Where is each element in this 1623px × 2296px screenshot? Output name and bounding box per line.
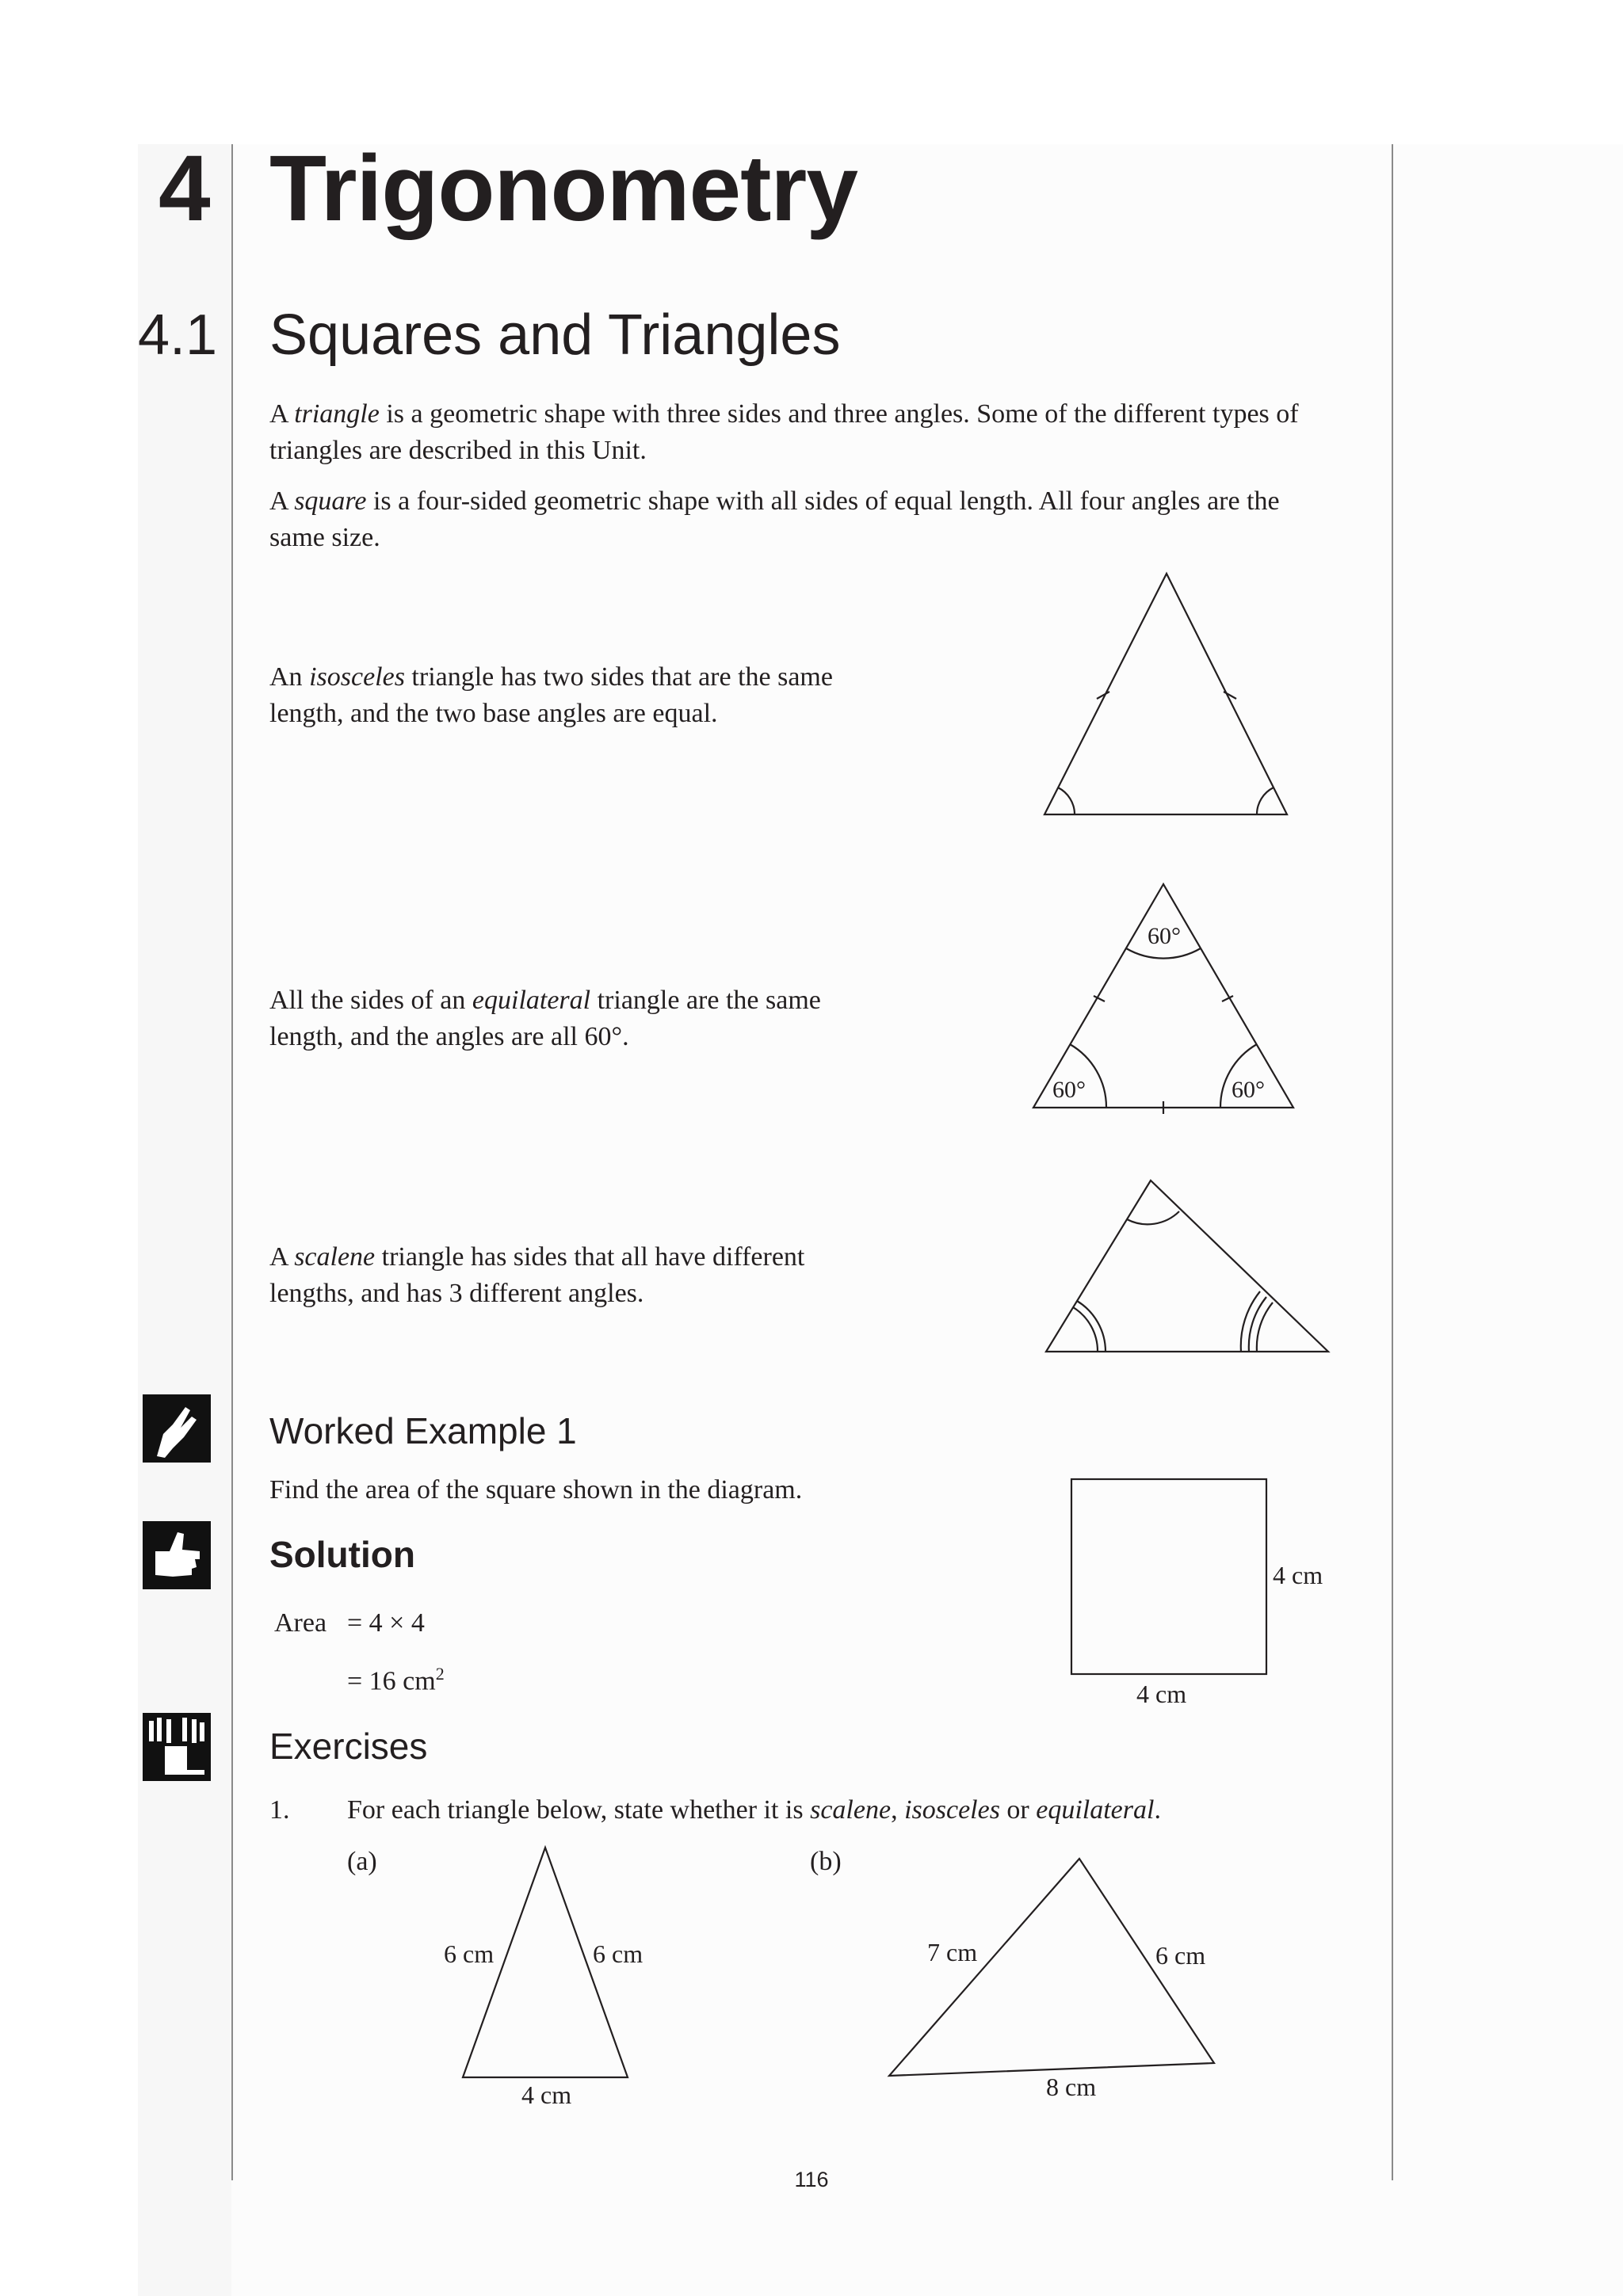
chapter-title: Trigonometry (269, 136, 857, 241)
area-label: Area (274, 1608, 327, 1638)
part-b-base: 8 cm (1046, 2073, 1097, 2101)
triangle-definition: A triangle is a geometric shape with three sides and three angles. Some of the different types of triangles are described in this Unit. (269, 399, 1299, 465)
scalene-description: A scalene triangle has sides that all have different lengths, and has 3 different angles. (269, 1242, 805, 1308)
square-diagram (1071, 1479, 1266, 1674)
square-definition: A square is a four-sided geometric shape with all sides of equal length. All four angles are the same size. (269, 486, 1280, 552)
part-b-label: (b) (810, 1847, 842, 1876)
page-number: 116 (794, 2168, 829, 2191)
part-b-right-side: 6 cm (1155, 1941, 1206, 1970)
part-b-left-side: 7 cm (927, 1938, 978, 1966)
section-number: 4.1 (138, 303, 218, 367)
equilateral-left-angle: 60° (1052, 1077, 1086, 1103)
isosceles-description: An isosceles triangle has two sides that are the same length, and the two base angles are equal. (269, 662, 833, 728)
exercises-heading: Exercises (269, 1726, 428, 1767)
question-text: For each triangle below, state whether it is scalene, isosceles or equilateral. (347, 1795, 1161, 1825)
section-title: Squares and Triangles (269, 303, 841, 367)
part-a-label: (a) (347, 1847, 377, 1876)
area-line-1: = 4 × 4 (347, 1608, 425, 1638)
keyboard-hands-icon (141, 1711, 212, 1783)
thumbs-up-icon (141, 1520, 212, 1591)
solution-heading: Solution (269, 1534, 415, 1575)
square-side-label: 4 cm (1273, 1561, 1323, 1589)
scalene-triangle-diagram (1046, 1180, 1328, 1352)
question-number: 1. (269, 1795, 290, 1825)
worked-example-question: Find the area of the square shown in the diagram. (269, 1475, 803, 1505)
pointing-hand-icon (141, 1393, 212, 1464)
area-line-2: = 16 $cm^2$ (347, 1664, 445, 1696)
worked-example-heading: Worked Example 1 (269, 1410, 577, 1451)
isosceles-triangle-diagram (1044, 574, 1287, 814)
equilateral-right-angle: 60° (1232, 1077, 1265, 1103)
part-a-base: 4 cm (521, 2081, 572, 2109)
part-a-left-side: 6 cm (444, 1939, 495, 1968)
equilateral-description: All the sides of an equilateral triangle are the same length, and the angles are all 60°. (269, 986, 821, 1051)
chapter-number: 4 (158, 136, 211, 241)
square-base-label: 4 cm (1136, 1680, 1187, 1708)
equilateral-top-angle: 60° (1148, 923, 1181, 949)
part-a-right-side: 6 cm (593, 1939, 643, 1968)
